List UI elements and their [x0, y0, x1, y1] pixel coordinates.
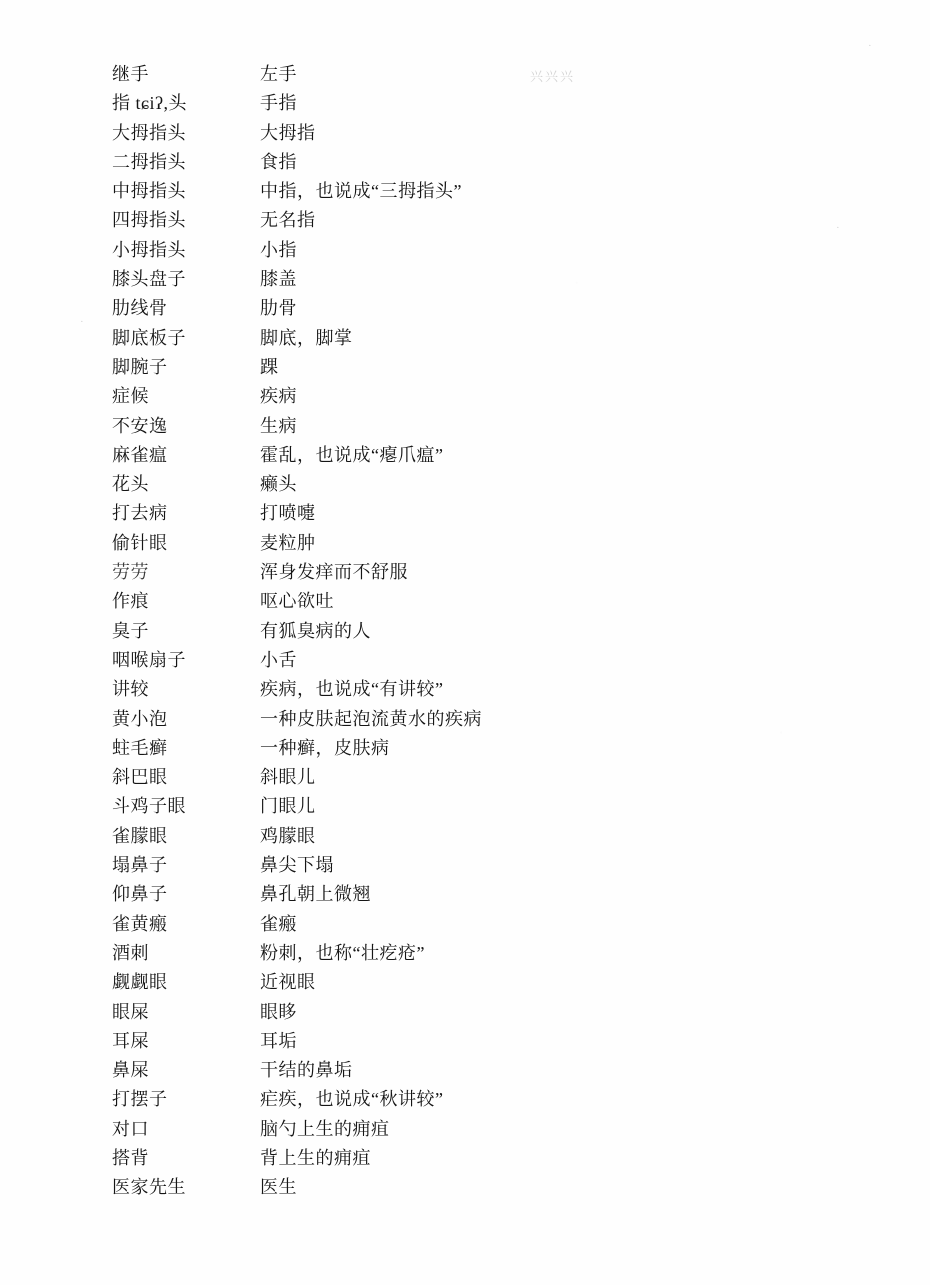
glossary-entry — [112, 470, 872, 499]
glossary-definition: 鼻尖下塌 — [260, 855, 334, 876]
glossary-definition: 左手 — [260, 64, 297, 84]
glossary-definition: 浑身发痒而不舒服 — [260, 562, 408, 583]
glossary-term: 劳劳 — [112, 562, 149, 583]
glossary-entry — [112, 968, 872, 997]
glossary-entry — [112, 939, 872, 968]
glossary-entry — [112, 587, 872, 616]
glossary-definition: 一种皮肤起泡流黄水的疾病 — [260, 708, 482, 729]
glossary-term: 酒刺 — [112, 942, 149, 963]
glossary-term: 咽喉扇子 — [112, 649, 186, 670]
glossary-definition: 肋骨 — [260, 298, 297, 319]
glossary-entry — [112, 1173, 872, 1202]
glossary-definition: 无名指 — [260, 210, 316, 231]
glossary-term: 鼻屎 — [112, 1060, 149, 1081]
glossary-definition: 疾病，也说成“有讲较” — [260, 679, 444, 700]
glossary-entry — [112, 851, 872, 880]
glossary-entry — [112, 294, 872, 323]
glossary-entry — [112, 998, 872, 1027]
glossary-term: 继手 — [112, 64, 149, 84]
glossary-term: 斗鸡子眼 — [112, 796, 186, 817]
glossary-term: 肋线骨 — [112, 298, 168, 319]
glossary-definition: 医生 — [260, 1177, 297, 1198]
glossary-entry — [112, 529, 872, 558]
glossary-entry — [112, 353, 872, 382]
glossary-entry — [112, 880, 872, 909]
glossary-term: 膝头盘子 — [112, 269, 186, 290]
glossary-term: 雀黄瘢 — [112, 913, 168, 934]
scan-artifact-right-mid: · — [836, 222, 842, 234]
glossary-term: 打去病 — [112, 503, 168, 524]
glossary-entry — [112, 89, 872, 118]
glossary-term: 打摆子 — [112, 1089, 168, 1110]
glossary-list — [112, 60, 872, 1203]
glossary-term: 中拇指头 — [112, 181, 186, 202]
glossary-term: 对口 — [112, 1118, 149, 1139]
glossary-entry — [112, 412, 872, 441]
glossary-definition: 膝盖 — [260, 269, 297, 290]
glossary-definition: 雀瘢 — [260, 913, 297, 934]
glossary-term: 讲较 — [112, 679, 149, 700]
glossary-definition: 疾病 — [260, 386, 297, 407]
glossary-entry — [112, 499, 872, 528]
glossary-term: 黄小泡 — [112, 708, 168, 729]
glossary-definition: 斜眼儿 — [260, 767, 316, 788]
glossary-definition: 打喷嚏 — [260, 503, 316, 524]
glossary-entry — [112, 1144, 872, 1173]
glossary-definition: 鸡朦眼 — [260, 825, 316, 846]
glossary-definition: 干结的鼻垢 — [260, 1060, 353, 1081]
glossary-entry — [112, 792, 872, 821]
glossary-definition: 门眼儿 — [260, 796, 316, 817]
glossary-definition: 小舌 — [260, 649, 297, 670]
glossary-term: 仰鼻子 — [112, 884, 168, 905]
glossary-definition: 麦粒肿 — [260, 532, 316, 553]
glossary-definition: 眼眵 — [260, 1001, 297, 1022]
glossary-entry — [112, 675, 872, 704]
glossary-definition: 近视眼 — [260, 972, 316, 993]
glossary-entry — [112, 148, 872, 177]
glossary-entry — [112, 1115, 872, 1144]
glossary-term: 脚腕子 — [112, 356, 168, 377]
glossary-term: 脚底板子 — [112, 327, 186, 348]
glossary-definition: 大拇指 — [260, 122, 316, 143]
glossary-term: 眼屎 — [112, 1001, 149, 1022]
glossary-definition: 脑勺上生的痈疽 — [260, 1118, 390, 1139]
glossary-entry — [112, 617, 872, 646]
scan-artifact-top: 兴兴兴 — [530, 69, 576, 84]
glossary-term: 二拇指头 — [112, 151, 186, 172]
glossary-entry — [112, 734, 872, 763]
glossary-definition: 有狐臭病的人 — [260, 620, 371, 641]
glossary-definition: 食指 — [260, 151, 297, 172]
glossary-term: 觑觑眼 — [112, 972, 168, 993]
glossary-definition: 中指，也说成“三拇指头” — [260, 181, 462, 202]
glossary-term: 小拇指头 — [112, 239, 186, 260]
glossary-definition: 生病 — [260, 415, 297, 436]
glossary-term: 耳屎 — [112, 1030, 149, 1051]
glossary-definition: 疟疾，也说成“秋讲较” — [260, 1089, 444, 1110]
glossary-term: 作痕 — [112, 591, 149, 612]
glossary-term: 臭子 — [112, 620, 149, 641]
glossary-definition: 一种癣，皮肤病 — [260, 737, 390, 758]
glossary-term: 四拇指头 — [112, 210, 186, 231]
glossary-entry — [112, 441, 872, 470]
glossary-entry — [112, 324, 872, 353]
glossary-entry — [112, 119, 872, 148]
glossary-term: 蛀毛癣 — [112, 737, 168, 758]
glossary-definition: 踝 — [260, 356, 279, 377]
glossary-entry — [112, 206, 872, 235]
glossary-entry — [112, 1085, 872, 1114]
glossary-definition: 呕心欲吐 — [260, 591, 334, 612]
glossary-entry — [112, 705, 872, 734]
glossary-entry — [112, 265, 872, 294]
glossary-definition: 霍乱，也说成“瘪爪瘟” — [260, 444, 444, 465]
glossary-entry — [112, 1027, 872, 1056]
glossary-term: 不安逸 — [112, 415, 168, 436]
glossary-term: 医家先生 — [112, 1177, 186, 1198]
glossary-entry — [112, 910, 872, 939]
glossary-entry — [112, 236, 872, 265]
glossary-entry — [112, 822, 872, 851]
glossary-term: 搭背 — [112, 1147, 149, 1168]
glossary-term: 塌鼻子 — [112, 855, 168, 876]
glossary-definition: 手指 — [260, 93, 297, 114]
scan-artifact-right-top: · — [868, 40, 874, 52]
glossary-entry — [112, 646, 872, 675]
glossary-term: 偷针眼 — [112, 532, 168, 553]
glossary-entry — [112, 177, 872, 206]
glossary-definition: 小指 — [260, 239, 297, 260]
glossary-definition: 脚底，脚掌 — [260, 327, 353, 348]
glossary-entry — [112, 1056, 872, 1085]
scan-artifact-left: · — [80, 316, 86, 328]
glossary-term: 花头 — [112, 474, 149, 495]
glossary-term: 大拇指头 — [112, 122, 186, 143]
glossary-definition: 癞头 — [260, 474, 297, 495]
glossary-term: 麻雀瘟 — [112, 444, 168, 465]
glossary-term: 症候 — [112, 386, 149, 407]
glossary-definition: 背上生的痈疽 — [260, 1147, 371, 1168]
glossary-definition: 鼻孔朝上微翘 — [260, 884, 371, 905]
glossary-term: 指 tɕiʔ,头 — [112, 93, 187, 114]
glossary-definition: 粉刺，也称“壮疙疮” — [260, 942, 425, 963]
glossary-entry — [112, 558, 872, 587]
glossary-entry — [112, 382, 872, 411]
glossary-entry — [112, 60, 872, 89]
glossary-term: 斜巴眼 — [112, 767, 168, 788]
glossary-definition: 耳垢 — [260, 1030, 297, 1051]
glossary-entry — [112, 763, 872, 792]
glossary-term: 雀朦眼 — [112, 825, 168, 846]
